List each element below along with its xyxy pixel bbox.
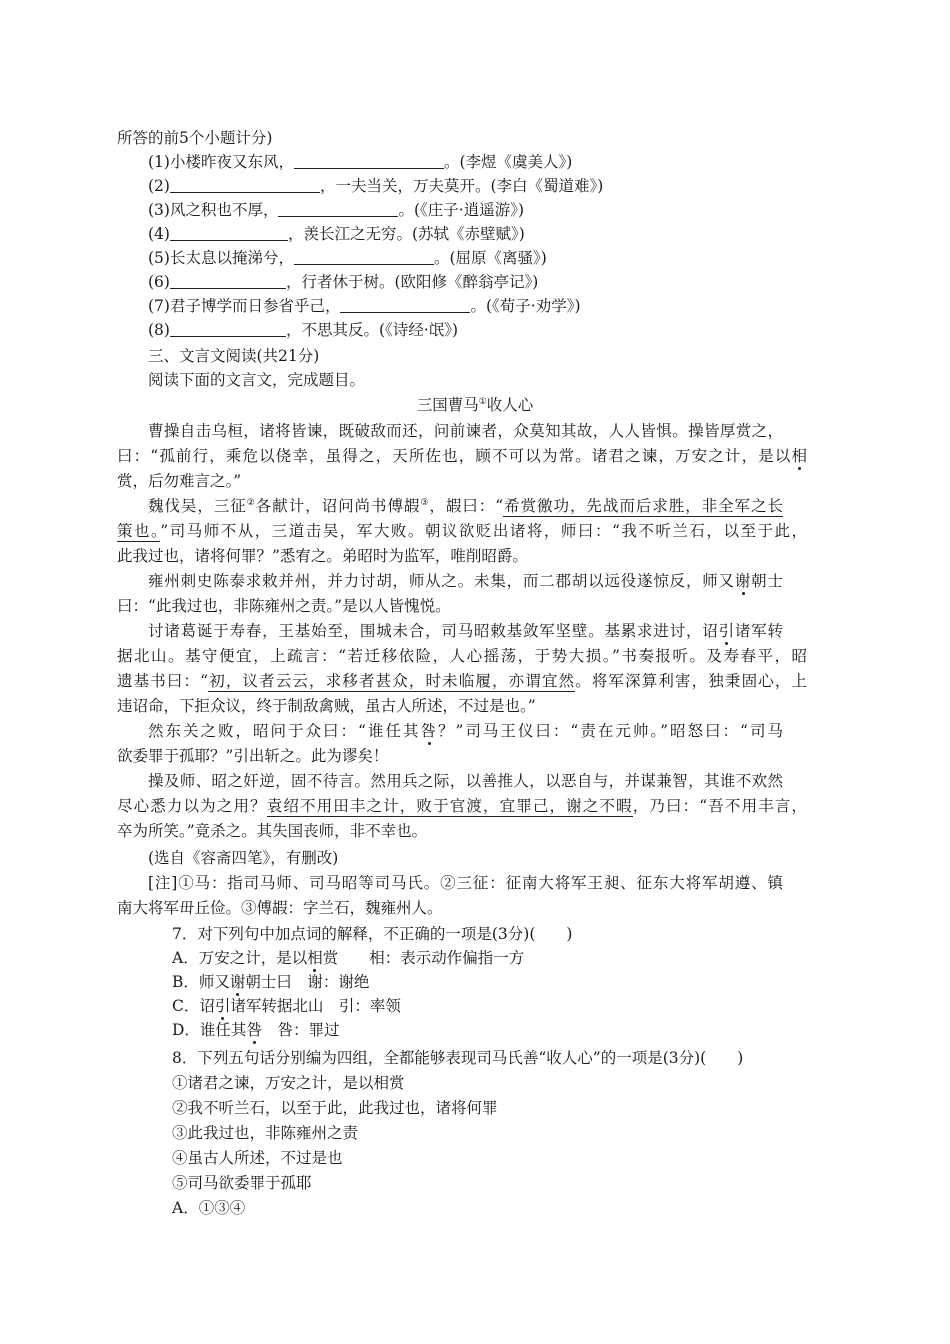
answer-blank[interactable] xyxy=(294,248,434,265)
answer-blank[interactable] xyxy=(170,320,286,337)
question-7-option-d[interactable]: D．谁任其咎 咎：罪过 xyxy=(172,1021,340,1039)
passage-line: 然东关之败，昭问于众曰：“谁任其咎？”司马王仪曰：“责在元帅。”昭怒曰：“司马 xyxy=(148,722,783,740)
answer-blank[interactable] xyxy=(340,296,470,313)
question-8-sentence-2: ②我不听兰石，以至于此，此我过也，诸将何罪 xyxy=(172,1099,498,1117)
passage-line: 卒为所笑。”竟杀之。其失国丧师，非不幸也。 xyxy=(117,822,428,840)
fill-item-6: (6) ，行者休于树。(欧阳修《醉翁亭记》) xyxy=(148,273,539,291)
question-8-sentence-4: ④虽古人所述，不过是也 xyxy=(172,1149,343,1167)
fill-item-8: (8) ，不思其反。(《诗经·氓》) xyxy=(148,321,458,339)
section-heading: 三、文言文阅读(共21分) xyxy=(148,347,320,365)
passage-line: 欲委罪于孤耶？”引出斩之。此为谬矣！ xyxy=(117,747,389,765)
passage-line: 策也。”司马师不从，三道击吴，军大败。朝议欲贬出诸将，师曰：“我不听兰石，以至于此， xyxy=(117,522,807,540)
answer-blank[interactable] xyxy=(278,200,398,217)
answer-blank[interactable] xyxy=(170,176,320,193)
question-7-option-a[interactable]: A．万安之计，是以相赏 相：表示动作偏指一方 xyxy=(172,949,525,967)
question-7-option-c[interactable]: C．诏引诸军转据北山 引：率领 xyxy=(172,997,401,1015)
passage-line: 此我过也，诸将何罪？”悉宥之。弟昭时为监军，唯削昭爵。 xyxy=(117,547,528,565)
passage-line: 赏，后勿难言之。” xyxy=(117,472,242,490)
passage-line: 曹操自击乌桓，诸将皆谏，既破敌而还，问前谏者，众莫知其故，人人皆惧。操皆厚赏之， xyxy=(148,422,783,440)
passage-line: 操及师、昭之奸逆，固不待言。然用兵之际，以善推人，以恶自与，并谋兼智，其谁不欢然 xyxy=(148,772,783,790)
answer-blank[interactable] xyxy=(294,152,444,169)
passage-line: 魏伐吴，三征②各献计，诏问尚书傅嘏③，嘏曰：“希赏徼功，先战而后求胜，非全军之长 xyxy=(148,497,783,515)
answer-blank[interactable] xyxy=(170,224,288,241)
footnote-line: [注]①马：指司马师、司马昭等司马氏。②三征：征南大将军王昶、征东大将军胡遵、镇 xyxy=(148,874,783,892)
fill-item-2: (2) ，一夫当关，万夫莫开。(李白《蜀道难》) xyxy=(148,177,604,195)
fill-item-1: (1)小楼昨夜又东风， 。(李煜《虞美人》) xyxy=(148,153,573,171)
fill-item-3: (3)风之积也不厚， 。(《庄子·逍遥游》) xyxy=(148,201,524,219)
answer-blank[interactable] xyxy=(170,272,286,289)
question-8-sentence-1: ①诸君之谏，万安之计，是以相赏 xyxy=(172,1074,405,1092)
intro-tail: 所答的前5个小题计分) xyxy=(117,129,273,147)
fill-item-4: (4) ，羡长江之无穷。(苏轼《赤壁赋》) xyxy=(148,225,525,243)
passage-line: 讨诸葛诞于寿春，王基始至，围城未合，司马昭敕基敛军坚壁。基累求进讨，诏引诸军转 xyxy=(148,622,783,640)
source-citation: (选自《容斋四笔》，有删改) xyxy=(148,849,339,867)
question-7-stem: 7．对下列句中加点词的解释，不正确的一项是(3分)( ) xyxy=(172,925,573,943)
passage-line: 曰：“此我过也，非陈雍州之责。”是以人皆愧悦。 xyxy=(117,597,451,615)
instruction: 阅读下面的文言文，完成题目。 xyxy=(148,371,366,389)
question-8-sentence-5: ⑤司马欲委罪于孤耶 xyxy=(172,1174,312,1192)
fill-item-5: (5)长太息以掩涕兮， 。(屈原《离骚》) xyxy=(148,249,547,267)
passage-line: 违诏命，下拒众议，终于制敌禽贼，虽古人所述，不过是也。” xyxy=(117,697,536,715)
question-8-stem: 8．下列五句话分别编为四组，全都能够表现司马氏善“收人心”的一项是(3分)( ) xyxy=(172,1049,744,1067)
fill-item-7: (7)君子博学而日参省乎己， 。(《荀子·劝学》) xyxy=(148,297,581,315)
footnote-line: 南大将军毌丘俭。③傅嘏：字兰石，魏雍州人。 xyxy=(117,899,443,917)
question-8-sentence-3: ③此我过也，非陈雍州之责 xyxy=(172,1124,359,1142)
passage-line: 雍州刺史陈泰求敕并州，并力讨胡，师从之。未集，而二郡胡以远役遂惊反，师又谢朝士 xyxy=(148,572,783,590)
passage-line: 据北山。基守便宜，上疏言：“若迁移依险，人心摇荡，于势大损。”书奏报听。及寿春平，昭 xyxy=(117,647,807,665)
question-8-option-a[interactable]: A．①③④ xyxy=(172,1199,246,1217)
passage-line: 曰：“孤前行，乘危以侥幸，虽得之，天所佐也，顾不可以为常。诸君之谏，万安之计，是以相 xyxy=(117,447,807,465)
question-7-option-b[interactable]: B．师又谢朝士曰 谢：谢绝 xyxy=(172,973,370,991)
passage-line: 尽心悉力以为之用？袁绍不用田丰之计，败于官渡，宜罪己，谢之不暇，乃曰：“吾不用丰言， xyxy=(117,797,807,815)
passage-title: 三国曹马①收人心 xyxy=(416,396,534,414)
passage-line: 遗基书曰：“初，议者云云，求移者甚众，时未临履，亦谓宜然。将军深算利害，独秉固心，上 xyxy=(117,672,807,690)
